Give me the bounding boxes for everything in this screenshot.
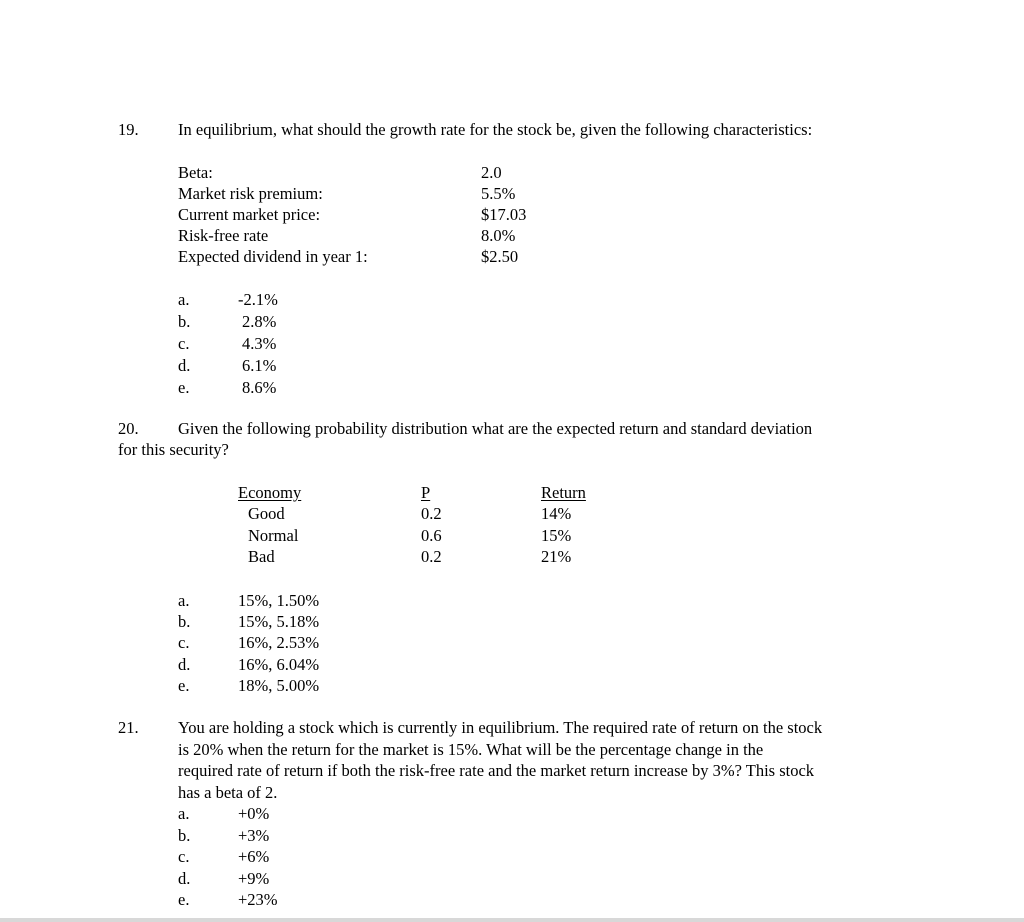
option-letter: d. bbox=[178, 356, 191, 375]
characteristic-value: 8.0% bbox=[481, 226, 516, 245]
option-text: 2.8% bbox=[242, 312, 277, 331]
option-letter: a. bbox=[178, 591, 190, 610]
option-text: 16%, 2.53% bbox=[238, 633, 320, 652]
table-cell-economy: Bad bbox=[248, 547, 275, 566]
option-text: +9% bbox=[238, 869, 270, 888]
option-letter: e. bbox=[178, 676, 190, 695]
option-text: 4.3% bbox=[242, 334, 277, 353]
characteristic-label: Risk-free rate bbox=[178, 226, 269, 245]
option-text: +0% bbox=[238, 804, 270, 823]
question-number: 21. bbox=[118, 718, 139, 737]
option-letter: c. bbox=[178, 334, 190, 353]
option-letter: e. bbox=[178, 378, 190, 397]
table-cell-p: 0.6 bbox=[421, 526, 442, 545]
table-header-p: P bbox=[421, 483, 431, 502]
characteristic-label: Current market price: bbox=[178, 205, 321, 224]
table-cell-return: 15% bbox=[541, 526, 572, 545]
option-letter: b. bbox=[178, 612, 191, 631]
option-letter: b. bbox=[178, 312, 191, 331]
option-text: 15%, 5.18% bbox=[238, 612, 320, 631]
table-cell-economy: Normal bbox=[248, 526, 299, 545]
characteristic-label: Expected dividend in year 1: bbox=[178, 247, 368, 266]
page-bottom-divider bbox=[0, 918, 1024, 922]
characteristic-label: Beta: bbox=[178, 163, 213, 182]
option-text: +6% bbox=[238, 847, 270, 866]
option-text: 15%, 1.50% bbox=[238, 591, 320, 610]
option-text: 6.1% bbox=[242, 356, 277, 375]
question-stem-line: You are holding a stock which is currently in equilibrium. The required rate of return on the stock bbox=[178, 718, 823, 737]
question-stem-line: has a beta of 2. bbox=[178, 783, 278, 802]
characteristic-value: 2.0 bbox=[481, 163, 502, 182]
option-letter: d. bbox=[178, 869, 191, 888]
option-letter: c. bbox=[178, 847, 190, 866]
table-cell-return: 21% bbox=[541, 547, 572, 566]
option-text: +3% bbox=[238, 826, 270, 845]
option-letter: e. bbox=[178, 890, 190, 909]
table-cell-p: 0.2 bbox=[421, 547, 442, 566]
option-letter: c. bbox=[178, 633, 190, 652]
question-stem-line: for this security? bbox=[118, 440, 229, 459]
question-stem-line: is 20% when the return for the market is 15%. What will be the percentage change in the bbox=[178, 740, 764, 759]
option-letter: d. bbox=[178, 655, 191, 674]
question-number: 20. bbox=[118, 419, 139, 438]
table-cell-p: 0.2 bbox=[421, 504, 442, 523]
table-header-economy: Economy bbox=[238, 483, 302, 502]
table-cell-economy: Good bbox=[248, 504, 285, 523]
option-text: 8.6% bbox=[242, 378, 277, 397]
table-cell-return: 14% bbox=[541, 504, 572, 523]
table-header-return: Return bbox=[541, 483, 586, 502]
option-text: -2.1% bbox=[238, 290, 278, 309]
question-stem: In equilibrium, what should the growth rate for the stock be, given the following characteristics: bbox=[178, 120, 813, 139]
characteristic-value: 5.5% bbox=[481, 184, 516, 203]
option-letter: a. bbox=[178, 290, 190, 309]
option-text: +23% bbox=[238, 890, 278, 909]
characteristic-value: $17.03 bbox=[481, 205, 527, 224]
question-number: 19. bbox=[118, 120, 139, 139]
option-text: 18%, 5.00% bbox=[238, 676, 320, 695]
characteristic-label: Market risk premium: bbox=[178, 184, 323, 203]
option-letter: a. bbox=[178, 804, 190, 823]
option-text: 16%, 6.04% bbox=[238, 655, 320, 674]
question-stem-line: required rate of return if both the risk-free rate and the market return increase by 3%? This stock bbox=[178, 761, 815, 780]
characteristic-value: $2.50 bbox=[481, 247, 519, 266]
option-letter: b. bbox=[178, 826, 191, 845]
question-stem-line: Given the following probability distribution what are the expected return and standard deviation bbox=[178, 419, 813, 438]
